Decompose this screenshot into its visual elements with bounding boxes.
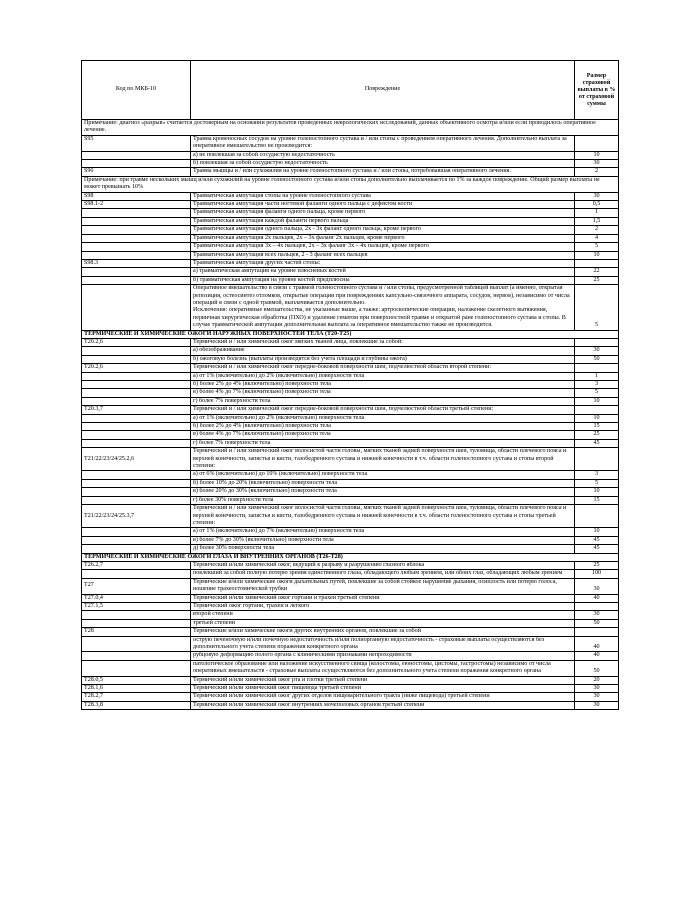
injury-cell: Травма мышцы и / или сухожилия на уровне голеностопного сустава и / или стопы, потребовавшая оперативного лечения.	[191, 168, 575, 176]
section-heading: ТЕРМИЧЕСКИЕ И ХИМИЧЕСКИЕ ОЖОГИ ГЛАЗА И ВНУТРЕННИХ ОРГАНОВ (Т26-Т28)	[82, 553, 619, 561]
amount-cell: 15	[575, 423, 619, 431]
injury-cell: Травматическая ампутация 3х – 4х пальцев, 2х – 3х фаланг 3х – 4х пальцев, кроме первого	[191, 243, 575, 251]
table-row	[82, 406, 619, 414]
amount-cell	[575, 448, 619, 471]
injury-cell: в) более 20% до 30% (включительно) поверхности тела	[191, 488, 575, 496]
injury-cell: г) более 30% поверхности тела	[191, 496, 575, 504]
code-cell	[82, 268, 191, 276]
injury-cell: Травматическая ампутация каждой фаланги первого пальца	[191, 217, 575, 225]
injury-cell: патологическое образование или наложение искусственного свища (колостомы, еюностомы, цистомы, гастростомы) независимо от числа оперативных вмешательств - страховые выплаты осуществляются без дополнительного учета степени поражения конкретного органа	[191, 660, 575, 676]
code-cell	[82, 355, 191, 363]
code-cell: Т28.2,7	[82, 693, 191, 701]
table-row	[82, 151, 619, 159]
table-row	[82, 553, 619, 561]
code-cell	[82, 619, 191, 627]
code-cell	[82, 414, 191, 422]
code-cell	[82, 652, 191, 660]
injury-cell: Травматическая ампутация части ногтевой фаланги одного пальца с дефектом кости	[191, 201, 575, 209]
code-cell: Т28.1,6	[82, 685, 191, 693]
header-injury: Повреждение	[191, 61, 575, 120]
table-row	[82, 381, 619, 389]
table-row	[82, 176, 619, 192]
amount-cell: 3	[575, 471, 619, 479]
injury-cell: Термический и / или химический ожог волосистой части головы, мягких тканей задней поверхности шеи, туловища, области плечевого пояса и верхней конечности, запястья и кисти, тазобедренного сустава и нижней конечности в т.ч. области голеностопного сустава и стопы третьей степени:	[191, 505, 575, 528]
code-cell: Т21/22/23/24/25.3,7	[82, 505, 191, 528]
code-cell	[82, 471, 191, 479]
amount-cell	[575, 338, 619, 346]
injury-cell: б) травматическая ампутация на уровне костей предплюсны	[191, 276, 575, 284]
table-row	[82, 276, 619, 284]
code-cell	[82, 439, 191, 447]
injury-cell: а) от 1% (включительно) до 7% (включительно) поверхности тела	[191, 528, 575, 536]
table-row	[82, 355, 619, 363]
injury-cell: повлекший за собой полную потерю зрения единственного глаза, обладающего любым зрением, или обоих глаз, обладающих любым зрением	[191, 570, 575, 578]
injury-cell: Травматическая ампутация других частей стопы:	[191, 259, 575, 267]
injury-cell: а) от 1% (включительно) до 2% (включительно) поверхности тела	[191, 414, 575, 422]
amount-cell: 45	[575, 536, 619, 544]
table-row	[82, 701, 619, 709]
table-row	[82, 285, 619, 330]
table-row	[82, 389, 619, 397]
table-row	[82, 431, 619, 439]
table-row	[82, 201, 619, 209]
amount-cell: 30	[575, 701, 619, 709]
injury-cell: б) ожоговую болезнь (выплаты производятся без учета площади и глубины ожога)	[191, 355, 575, 363]
code-cell: S98.3	[82, 259, 191, 267]
header-amount: Размер страховой выплаты в % от страховой суммы	[575, 61, 619, 120]
injury-cell: Термический и/или химический ожог других отделов пищеварительного тракта (ниже пищевода) третьей степени	[191, 693, 575, 701]
amount-cell: 45	[575, 439, 619, 447]
code-cell	[82, 151, 191, 159]
code-cell	[82, 636, 191, 652]
table-row	[82, 693, 619, 701]
amount-cell: 10	[575, 397, 619, 405]
code-cell	[82, 389, 191, 397]
amount-cell: 10	[575, 528, 619, 536]
code-cell: Т20.2,6	[82, 338, 191, 346]
amount-cell: 2	[575, 226, 619, 234]
code-cell	[82, 423, 191, 431]
table-row	[82, 160, 619, 168]
amount-cell: 10	[575, 414, 619, 422]
code-cell: Т20.3,7	[82, 406, 191, 414]
amount-cell: 30	[575, 685, 619, 693]
code-cell	[82, 251, 191, 259]
code-cell	[82, 381, 191, 389]
table-row	[82, 479, 619, 487]
injury-cell: Травматическая ампутация стопы на уровне голеностопного сустава	[191, 192, 575, 200]
table-row	[82, 594, 619, 602]
injury-cell: Термический и / или химический ожог волосистой части головы, мягких тканей задней поверхности шеи, туловища, области плечевого пояса и верхней конечности, запястья и кисти, тазобедренного сустава и нижней конечности в т.ч. области голеностопного сустава и стопы второй степени:	[191, 448, 575, 471]
table-row	[82, 660, 619, 676]
table-row	[82, 268, 619, 276]
amount-cell: 30	[575, 693, 619, 701]
amount-cell: 20	[575, 676, 619, 684]
amount-cell: 5	[575, 389, 619, 397]
table-row	[82, 135, 619, 151]
injury-cell: д) более 30% поверхности тела	[191, 545, 575, 553]
table-row	[82, 536, 619, 544]
note-cell: Примечание: при травме нескольких мышц и/или сухожилий на уровне голеностопного сустава и/или стопы дополнительно выплачивается по 1% за каждое повреждение. Общий размер выплаты не может превышать 10%	[82, 176, 619, 192]
injury-cell: г) более 7% поверхности тела	[191, 397, 575, 405]
amount-cell	[575, 505, 619, 528]
amount-cell: 3	[575, 381, 619, 389]
amount-cell: 40	[575, 636, 619, 652]
code-cell: Т21/22/23/24/25.2,6	[82, 448, 191, 471]
amount-cell: 5	[575, 243, 619, 251]
table-row	[82, 217, 619, 225]
table-row	[82, 578, 619, 594]
amount-cell: 15	[575, 496, 619, 504]
injury-cell: Термические и/или химические ожоги дыхательных путей, повлекшие за собой стойкое нарушение дыхания, осиплость или потерю голоса, ношение трахеостомической трубки	[191, 578, 575, 594]
code-cell	[82, 276, 191, 284]
amount-cell: 1,5	[575, 217, 619, 225]
code-cell	[82, 570, 191, 578]
amount-cell	[575, 628, 619, 636]
amount-cell	[575, 602, 619, 610]
code-cell	[82, 545, 191, 553]
amount-cell: 10	[575, 488, 619, 496]
amount-cell: 30	[575, 160, 619, 168]
injury-cell: Травматическая ампутация 2х пальцев, 2х – 3х фаланг 2х пальцев, кроме первого	[191, 234, 575, 242]
section-heading: ТЕРМИЧЕСКИЕ И ХИМИЧЕСКИЕ ОЖОГИ НАРУЖНЫХ ПОВЕРХНОСТЕЙ ТЕЛА (Т20-Т25)	[82, 330, 619, 338]
table-row	[82, 423, 619, 431]
table-row	[82, 364, 619, 372]
code-cell	[82, 285, 191, 330]
code-cell: Т27	[82, 578, 191, 594]
code-cell	[82, 660, 191, 676]
code-cell	[82, 234, 191, 242]
insurance-payment-table	[81, 60, 619, 710]
table-row	[82, 251, 619, 259]
amount-cell: 25	[575, 276, 619, 284]
injury-cell: Термический и / или химический ожог передне-боковой поверхности шеи, подчелюстной области третьей степени:	[191, 406, 575, 414]
amount-cell: 30	[575, 611, 619, 619]
amount-cell	[575, 135, 619, 151]
code-cell: Т27.0,4	[82, 594, 191, 602]
table-row	[82, 192, 619, 200]
table-row	[82, 338, 619, 346]
amount-cell	[575, 364, 619, 372]
injury-cell: б) более 2% до 4% (включительно) поверхности тела	[191, 423, 575, 431]
code-cell	[82, 209, 191, 217]
code-cell	[82, 217, 191, 225]
injury-cell: Термический и/или химический ожог пищевода третьей степени	[191, 685, 575, 693]
injury-cell: Травматическая ампутация одного пальца, 2х - 3х фаланг одного пальца, кроме первого	[191, 226, 575, 234]
injury-cell: в) более 4% до 7% (включительно) поверхности тела	[191, 389, 575, 397]
amount-cell: 25	[575, 431, 619, 439]
injury-cell: Травматическая ампутация всех пальцев, 2 - 3 фаланг всех пальцев	[191, 251, 575, 259]
table-row	[82, 602, 619, 610]
table-row	[82, 636, 619, 652]
amount-cell: 40	[575, 652, 619, 660]
code-cell	[82, 226, 191, 234]
table-row	[82, 439, 619, 447]
table-row	[82, 611, 619, 619]
code-cell	[82, 397, 191, 405]
code-cell	[82, 431, 191, 439]
injury-cell: Травма кровеносных сосудов на уровне голеностопного сустава и / или стопы с проведением оперативного лечения. Дополнительно выплата за оперативное вмешательство не производится:	[191, 135, 575, 151]
table-row	[82, 496, 619, 504]
table-row	[82, 505, 619, 528]
table-row	[82, 330, 619, 338]
amount-cell: 0,5	[575, 201, 619, 209]
code-cell: S96	[82, 168, 191, 176]
table-header-row	[82, 61, 619, 120]
code-cell	[82, 243, 191, 251]
code-cell	[82, 347, 191, 355]
injury-cell: б) более 2% до 4% (включительно) поверхности тела	[191, 381, 575, 389]
code-cell	[82, 528, 191, 536]
amount-cell: 25	[575, 561, 619, 569]
amount-cell: 22	[575, 268, 619, 276]
amount-cell: 5	[575, 285, 619, 330]
table-row	[82, 414, 619, 422]
code-cell	[82, 611, 191, 619]
injury-cell: а) от 6% (включительно) до 10% (включительно) поверхности тела	[191, 471, 575, 479]
code-cell	[82, 479, 191, 487]
code-cell	[82, 372, 191, 380]
amount-cell	[575, 406, 619, 414]
injury-cell: второй степени	[191, 611, 575, 619]
table-row	[82, 628, 619, 636]
amount-cell: 40	[575, 594, 619, 602]
amount-cell: 100	[575, 570, 619, 578]
table-row	[82, 561, 619, 569]
table-row	[82, 685, 619, 693]
injury-cell: Термические и/или химические ожоги других внутренних органов, повлекшие за собой	[191, 628, 575, 636]
amount-cell: 2	[575, 168, 619, 176]
table-row	[82, 226, 619, 234]
table-row	[82, 397, 619, 405]
table-row	[82, 619, 619, 627]
amount-cell: 1	[575, 372, 619, 380]
code-cell: Т27.1,5	[82, 602, 191, 610]
table-row	[82, 372, 619, 380]
code-cell	[82, 496, 191, 504]
amount-cell: 5	[575, 479, 619, 487]
table-row	[82, 168, 619, 176]
amount-cell: 4	[575, 234, 619, 242]
amount-cell: 10	[575, 151, 619, 159]
code-cell	[82, 488, 191, 496]
amount-cell: 30	[575, 347, 619, 355]
amount-cell: 30	[575, 192, 619, 200]
code-cell: Т28.3,8	[82, 701, 191, 709]
code-cell: S95	[82, 135, 191, 151]
note-cell: Примечание: диагноз «разрыв» считается достоверным на основании результатов проведенных неврологических исследований, данных объективного осмотра и/или если проводилось оперативное лечение.	[82, 120, 619, 136]
injury-cell: а) от 1% (включительно) до 2% (включительно) поверхности тела	[191, 372, 575, 380]
injury-cell: третьей степени	[191, 619, 575, 627]
table-row	[82, 259, 619, 267]
amount-cell: 50	[575, 660, 619, 676]
injury-cell: рубцовую деформацию полого органа с клиническими признаками непроходимости	[191, 652, 575, 660]
injury-cell: б) повлекшая за собой сосудистую недостаточность	[191, 160, 575, 168]
injury-cell: а) не повлекшая за собой сосудистую недостаточность	[191, 151, 575, 159]
table-row	[82, 209, 619, 217]
injury-cell: Оперативное вмешательство в связи с травмой голеностопного сустава и / или стопы, предусмотренной таблицей выплат (а именно, открытая репозиция, остеосинтез отломков, открытые операции при повреждениях капсульно-связочного аппарата, сосудов, нервов), независимо от числа операций в связи с одной травмой, выплачивается дополнительно. Исключения: оперативные вмешательства, не указанные выше, а также: артроскопические операции, наложение скелетного вытяжения, первичная хирургическая обработка (ПХО) и удаление гематом при поверхностной травме и открытой ране голеностопного сустава и стопы. В случае травматической ампутации дополнительная выплата за оперативное вмешательство также не производится.	[191, 285, 575, 330]
injury-cell: а) травматическая ампутация на уровне плюсневых костей	[191, 268, 575, 276]
injury-cell: Термический и/или химический ожог, ведущий к разрыву и разрушению глазного яблока	[191, 561, 575, 569]
injury-cell: Термический и/или химический ожог гортани и трахеи третьей степени	[191, 594, 575, 602]
code-cell	[82, 536, 191, 544]
injury-cell: Термический и / или химический ожог передне-боковой поверхности шеи, подчелюстной области второй степени:	[191, 364, 575, 372]
table-row	[82, 234, 619, 242]
injury-cell: Термический и / или химический ожог мягких тканей лица, повлекшие за собой:	[191, 338, 575, 346]
table-row	[82, 488, 619, 496]
code-cell: Т26.2,7	[82, 561, 191, 569]
table-row	[82, 471, 619, 479]
code-cell: Т28	[82, 628, 191, 636]
amount-cell	[575, 259, 619, 267]
amount-cell: 10	[575, 251, 619, 259]
injury-cell: в) более 4% до 7% (включительно) поверхности тела	[191, 431, 575, 439]
amount-cell: 50	[575, 355, 619, 363]
table-row	[82, 347, 619, 355]
amount-cell: 45	[575, 545, 619, 553]
table-row	[82, 652, 619, 660]
code-cell: S98	[82, 192, 191, 200]
code-cell: Т28.0,5	[82, 676, 191, 684]
amount-cell: 1	[575, 209, 619, 217]
injury-cell: Термический и/или химический ожог рта и глотки третьей степени	[191, 676, 575, 684]
injury-cell: Травматическая ампутация фаланги одного пальца, кроме первого	[191, 209, 575, 217]
injury-cell: а) обезображивание	[191, 347, 575, 355]
table-row	[82, 676, 619, 684]
amount-cell: 30	[575, 578, 619, 594]
code-cell: Т20.2,6	[82, 364, 191, 372]
injury-cell: Термический и/или химический ожог внутренних мочеполовых органов третьей степени	[191, 701, 575, 709]
code-cell	[82, 160, 191, 168]
table-row	[82, 448, 619, 471]
table-row	[82, 120, 619, 136]
injury-cell: б) более 10% до 20% (включительно) поверхности тела	[191, 479, 575, 487]
table-row	[82, 545, 619, 553]
header-code: Код по МКБ-10	[82, 61, 191, 120]
injury-cell: острую печеночную и/или почечную недостаточность и/или полиорганную недостаточность - страховые выплаты осуществляются без дополнительного учета степени поражения конкретного органа	[191, 636, 575, 652]
table-row	[82, 528, 619, 536]
amount-cell: 50	[575, 619, 619, 627]
table-row	[82, 570, 619, 578]
code-cell: S98.1-2	[82, 201, 191, 209]
injury-cell: в) более 7% до 30% (включительно) поверхности тела	[191, 536, 575, 544]
table-row	[82, 243, 619, 251]
injury-cell: г) более 7% поверхности тела	[191, 439, 575, 447]
injury-cell: Термический ожог гортани, трахеи и легкого	[191, 602, 575, 610]
